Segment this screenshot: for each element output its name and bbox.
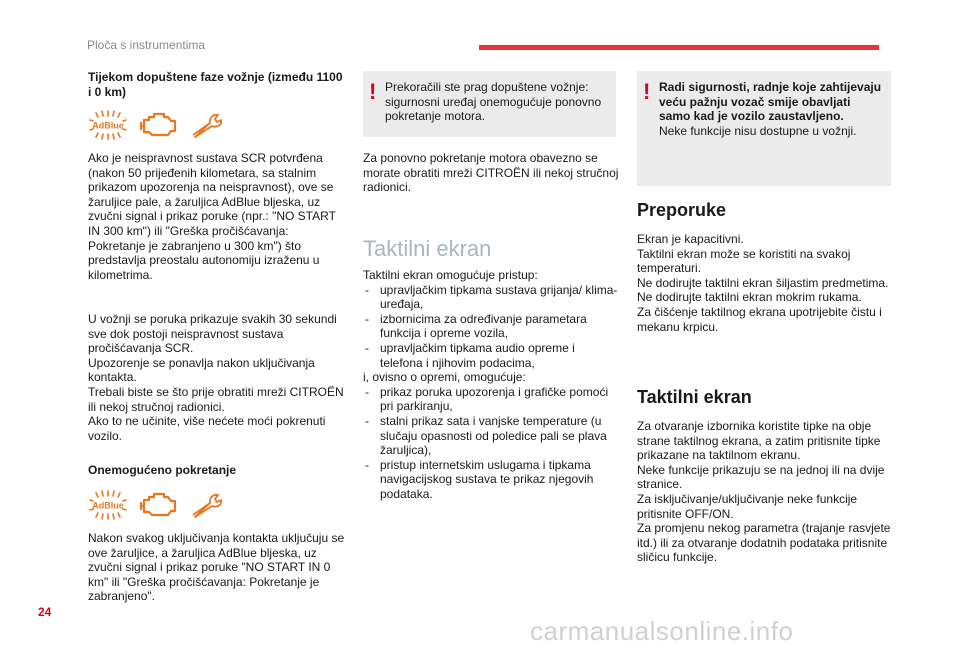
header-accent-bar	[479, 45, 879, 50]
access-list	[363, 283, 619, 371]
svg-text:AdBlue: AdBlue	[92, 500, 124, 511]
warning-text: Prekoračili ste prag dopuštene vožnje: sigurnosni uređaj onemogućuje ponovno pokretanje motora.	[385, 80, 602, 124]
list-item: - upravljačkim tipkama sustava grijanja/ klima-uređaja,	[363, 283, 619, 312]
adblue-icon	[88, 110, 128, 140]
col1-paragraph-3: Nakon svakog uključivanja kontakta uključuju se ove žaruljice, a žaruljica AdBlue bljeska, uz zvučni signal i prikaz poruke "NO START IN 0 km" ili "Greška pročišćavanja: Pokretanje je zabranjeno".	[88, 531, 345, 604]
warning-normal-text: Neke funkcije nisu dostupne u vožnji.	[659, 123, 857, 138]
engine-check-icon	[140, 491, 178, 519]
col2-intro-2: i, ovisno o opremi, omogućuje:	[363, 370, 526, 385]
col1-heading: Tijekom dopuštene faze vožnje (između 1100 i 0 km)	[88, 70, 343, 99]
section-title: Ploča s instrumentima	[87, 38, 206, 52]
col2-paragraph-1: Za ponovno pokretanje motora obavezno se morate obratiti mreži CITROËN ili nekoj stručnoj radionici.	[363, 151, 619, 195]
list-item: - pristup internetskim uslugama i tipkama navigacijskog sustava te prikaz njegovih podataka.	[363, 458, 619, 502]
warning-box-safety	[637, 71, 891, 186]
col2-intro: Taktilni ekran omogućuje pristup:	[363, 268, 538, 282]
col2-heading: Taktilni ekran	[363, 236, 492, 261]
warning-box-engine	[363, 71, 616, 137]
warning-icons-row-2	[88, 490, 226, 520]
watermark: carmanualsonline.info	[530, 616, 794, 646]
list-item: - upravljačkim tipkama audio opreme i telefona i njihovim podacima,	[363, 341, 619, 370]
warning-text	[659, 80, 883, 138]
col3-paragraph-2: Za otvaranje izbornika koristite tipke na obje strane taktilnog ekrana, a zatim pritisnite tipke prikazane na taktilnom ekranu. Neke funkcije prikazuju se na jednoj ili na dvije stranice. Za isključivanje/uključivanje neke funkcije pritisnite OFF/ON. Za promjenu nekog parametra (trajanje rasvjete itd.) ili za otvaranje dodatnih podataka pritisnite sličicu funkcije.	[637, 419, 891, 565]
col3-paragraph-1: Ekran je kapacitivni. Taktilni ekran može se koristiti na svakoj temperaturi. Ne dodirujte taktilni ekran šiljastim predmetima. Ne dodirujte taktilni ekran mokrim rukama. Za čišćenje taktilnog ekrana upotrijebite čistu i mekanu krpicu.	[637, 232, 889, 334]
exclamation-icon: !	[369, 79, 377, 104]
warning-icons-row-1	[88, 110, 226, 140]
col1-heading-2: Onemogućeno pokretanje	[88, 463, 237, 477]
engine-check-icon	[140, 111, 178, 139]
page-number: 24	[38, 605, 52, 619]
wrench-icon	[190, 112, 226, 138]
wrench-icon	[190, 492, 226, 518]
list-item: - stalni prikaz sata i vanjske temperature (u slučaju opasnosti od poledice pali se plava žaruljica),	[363, 414, 619, 458]
col2-feature-list	[363, 268, 619, 502]
col1-paragraph-2: U vožnji se poruka prikazuje svakih 30 sekundi sve dok postoji neispravnost sustava pročišćavanja SCR. Upozorenje se ponavlja nakon uključivanja kontakta. Trebali biste se što prije obratiti mreži CITROËN ili nekoj stručnoj radionici. Ako to ne učinite, više nećete moći pokrenuti vozilo.	[88, 312, 344, 443]
col3-heading-2: Taktilni ekran	[637, 387, 752, 407]
optional-list	[363, 385, 619, 502]
list-item: - prikaz poruka upozorenja i grafičke pomoći pri parkiranju,	[363, 385, 619, 414]
col3-heading-1: Preporuke	[637, 200, 727, 220]
col1-paragraph-1: Ako je neispravnost sustava SCR potvrđena (nakon 50 prijeđenih kilometara, sa stalnim prikazom upozorenja na neispravnost), ove se žaruljice pale, a žaruljica AdBlue bljeska, uz zvučni signal i prikaz poruke (npr.: "NO START IN 300 km") ili "Greška pročišćavanja: Pokretanje je zabranjeno u 300 km") što predstavlja preostalu autonomiju izraženu u kilometrima.	[88, 151, 336, 282]
list-item: - izbornicima za određivanje parametara funkcija i opreme vozila,	[363, 312, 619, 341]
exclamation-icon: !	[643, 79, 651, 104]
svg-text:AdBlue: AdBlue	[92, 120, 124, 131]
warning-bold-text: Radi sigurnosti, radnje koje zahtijevaju veću pažnju vozač smije obavljati samo kad je vozilo zaustavljeno.	[659, 80, 882, 124]
adblue-icon	[88, 490, 128, 520]
